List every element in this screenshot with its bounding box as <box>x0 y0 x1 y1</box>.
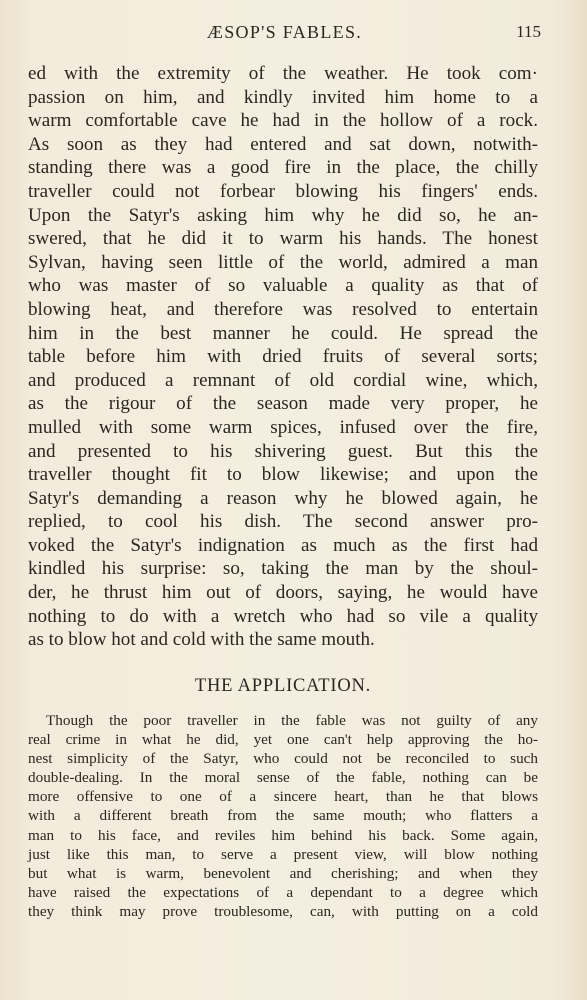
text-line: but what is warm, benevolent and cherishing; and when they <box>28 864 538 882</box>
text-line: with a different breath from the same mouth; who flatters a <box>28 807 538 825</box>
text-line: Upon the Satyr's asking him why he did so, he an- <box>28 204 538 226</box>
text-line: passion on him, and kindly invited him home to a <box>28 86 538 108</box>
text-line: and presented to his shivering guest. But this the <box>28 440 538 462</box>
text-line: real crime in what he did, yet one can't help approving the ho- <box>28 731 538 749</box>
text-line: nothing to do with a wretch who had so vile a quality <box>28 605 538 627</box>
text-line: As soon as they had entered and sat down, notwith- <box>28 133 538 155</box>
text-line: nest simplicity of the Satyr, who could not be reconciled to such <box>28 750 538 768</box>
text-line: as to blow hot and cold with the same mouth. <box>28 629 375 651</box>
text-line: warm comfortable cave he had in the hollow of a rock. <box>28 110 538 132</box>
text-line: man to his face, and reviles him behind his back. Some again, <box>28 826 538 844</box>
text-line: as the rigour of the season made very proper, he <box>28 393 538 415</box>
text-line: Satyr's demanding a reason why he blowed again, he <box>28 487 538 509</box>
text-line: double-dealing. In the moral sense of the fable, nothing can be <box>28 769 538 787</box>
text-line: der, he thrust him out of doors, saying, he would have <box>28 582 538 604</box>
application-text <box>28 711 538 921</box>
text-line: replied, to cool his dish. The second answer pro- <box>28 511 538 533</box>
text-line: standing there was a good fire in the place, the chilly <box>28 157 538 179</box>
text-line: just like this man, to serve a present view, will blow nothing <box>28 845 538 863</box>
text-line: who was master of so valuable a quality as that of <box>28 275 538 297</box>
page-number: 115 <box>516 22 541 41</box>
text-line: Though the poor traveller in the fable was not guilty of any <box>46 712 538 729</box>
text-line: mulled with some warm spices, infused over the fire, <box>28 416 538 438</box>
text-line: ed with the extremity of the weather. He took com· <box>28 63 538 84</box>
text-line: Sylvan, having seen little of the world, admired a man <box>28 251 538 273</box>
text-line: they think may prove troublesome, can, with putting on a cold <box>28 902 538 920</box>
text-line: have raised the expectations of a dependant to a degree which <box>28 883 538 901</box>
text-line: voked the Satyr's indignation as much as the first had <box>28 534 538 556</box>
text-line: more offensive to one of a sincere heart, than he that blows <box>28 788 538 806</box>
fable-text <box>28 62 538 652</box>
text-line: him in the best manner he could. He spread the <box>28 322 538 344</box>
text-line: blowing heat, and therefore was resolved to entertain <box>28 298 538 320</box>
text-line: table before him with dried fruits of several sorts; <box>28 346 538 368</box>
text-line: and produced a remnant of old cordial wine, which, <box>28 369 538 391</box>
text-line: traveller could not forbear blowing his fingers' ends. <box>28 180 538 202</box>
section-heading: THE APPLICATION. <box>194 676 372 696</box>
text-line: swered, that he did it to warm his hands. The honest <box>28 228 538 250</box>
text-line: traveller thought fit to blow likewise; and upon the <box>28 464 538 486</box>
page-header <box>28 22 541 50</box>
text-line: kindled his surprise: so, taking the man by the shoul- <box>28 558 538 580</box>
running-title: ÆSOP'S FABLES. <box>206 22 363 42</box>
